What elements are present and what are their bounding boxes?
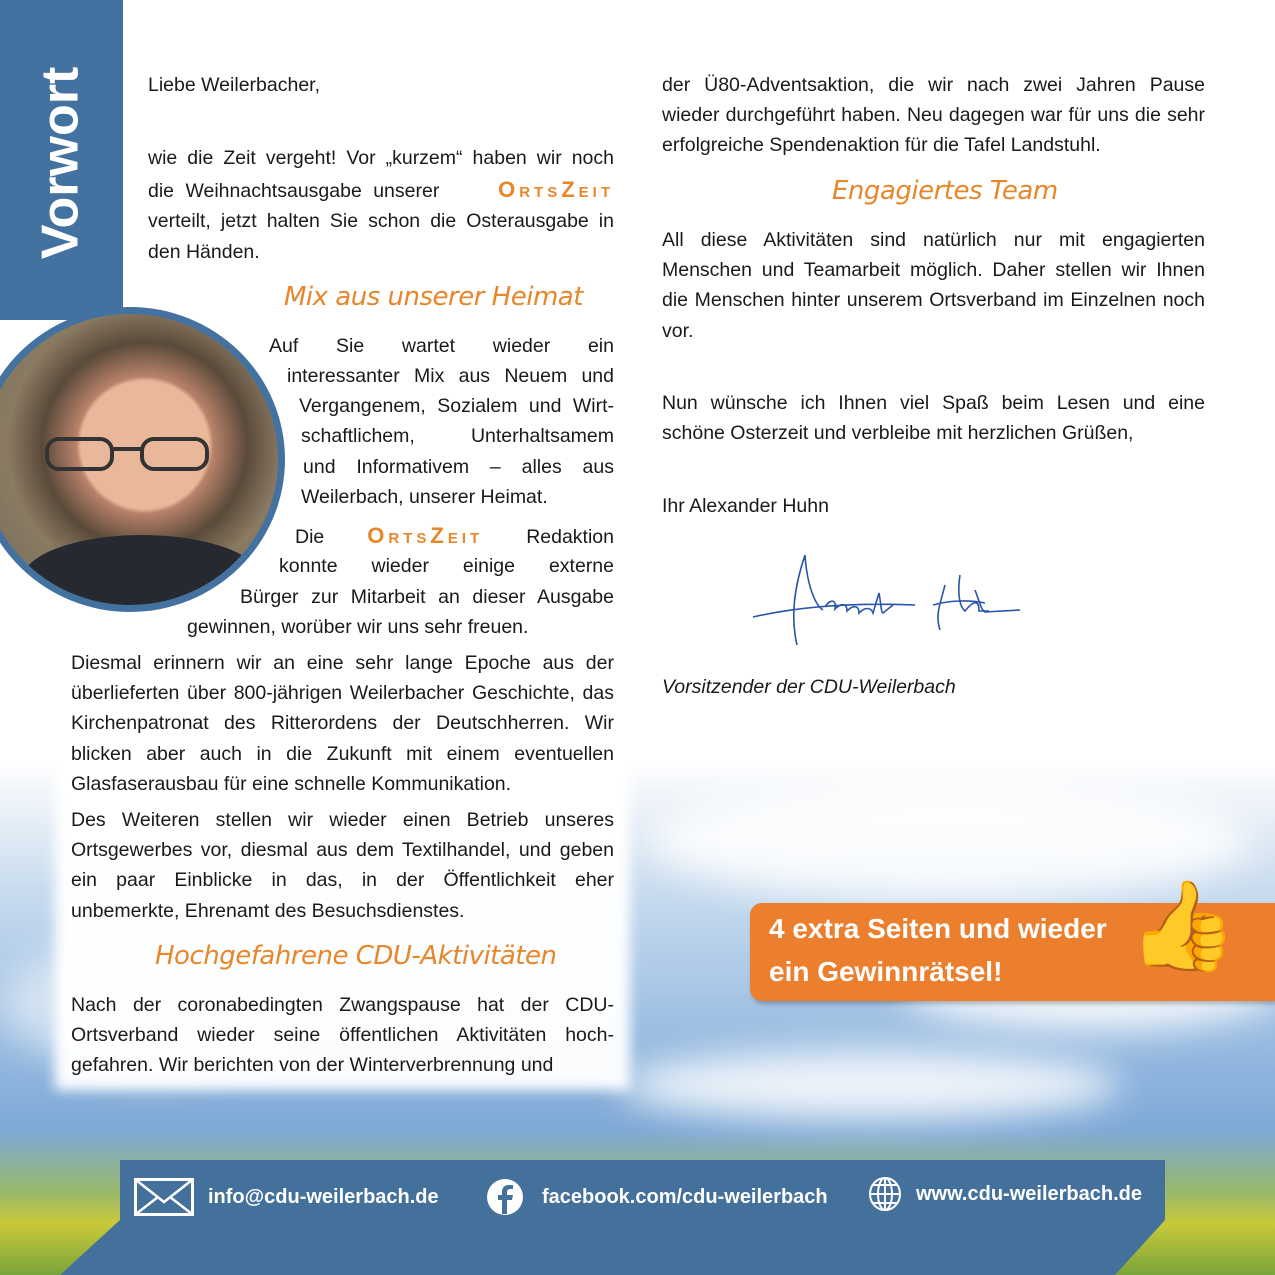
closing: Ihr Alexander Huhn <box>662 495 829 517</box>
text-line: die Weihnachtsausgabe unserer OrtsZeit <box>148 175 614 206</box>
heading-team: Engagiertes Team <box>832 176 1058 206</box>
footer-facebook[interactable]: facebook.com/cdu-weilerbach <box>486 1178 828 1216</box>
banner-line: 4 extra Seiten und wieder <box>769 913 1107 944</box>
facebook-icon <box>486 1178 524 1216</box>
footer-email[interactable]: info@cdu-weilerbach.de <box>134 1178 439 1216</box>
paragraph: All diese Aktivitäten sind natürlich nur mit engagierten Menschen und Teamarbeit möglich. Daher stellen wir Ihnen die Menschen hinter unserem Ortsverband im Einzelnen noch vor. <box>662 229 1205 342</box>
text-line: und Informativem – alles aus <box>303 456 614 478</box>
text-line: Auf Sie wartet wieder ein <box>269 335 614 357</box>
text-line: Die OrtsZeit Redaktion <box>295 521 614 552</box>
paragraph: Nach der coronabedingten Zwangspause hat der CDU-Ortsverband wieder seine öffentlichen Aktivitäten hoch-gefahren. Wir berichten von der Winterverbrennung und <box>71 994 614 1077</box>
signature <box>745 545 1035 655</box>
banner-line: ein Gewinnrätsel! <box>769 956 1003 987</box>
text-line: gewinnen, worüber wir uns sehr freuen. <box>187 616 529 638</box>
text-line: konnte wieder einige externe <box>279 555 614 577</box>
text-line: den Händen. <box>148 241 260 263</box>
text-line: interessanter Mix aus Neuem und <box>287 365 614 387</box>
text-line: Weilerbach, unserer Heimat. <box>301 486 548 508</box>
text-line: schaftlichem, Unterhaltsamem <box>301 425 614 447</box>
text-line: Bürger zur Mitarbeit an dieser Ausgabe <box>240 586 614 608</box>
heading-activities: Hochgefahrene CDU-Aktivitäten <box>155 941 557 971</box>
author-photo <box>0 307 285 612</box>
envelope-icon <box>134 1178 194 1216</box>
text-line: wie die Zeit vergeht! Vor „kurzem“ haben wir noch <box>148 147 614 169</box>
text-line: Vergangenem, Sozialem und Wirt- <box>299 395 614 417</box>
section-title: Vorwort <box>31 66 89 259</box>
paragraph: Des Weiteren stellen wir wieder einen Betrieb unseres Ortsgewerbes vor, diesmal aus dem Textilhandel, und geben ein paar Einblicke in das, in der Öffentlichkeit eher unbemerkte, Ehrenamt des Besuchsdienstes. <box>71 809 614 922</box>
ortszeit-logo: OrtsZeit <box>498 177 614 202</box>
paragraph: Diesmal erinnern wir an eine sehr lange Epoche aus der überlieferten über 800-jährigen Weilerbacher Geschichte, das Kirchenpatronat des Ritterordens der Deutschherren. Wir blicken aber auch in die Zukunft mit einem eventuellen Glasfaserausbau für eine schnelle Kommunikation. <box>71 652 614 795</box>
ortszeit-logo: OrtsZeit <box>367 523 484 548</box>
footer-website[interactable]: www.cdu-weilerbach.de <box>868 1176 1142 1212</box>
globe-icon <box>868 1176 902 1212</box>
paragraph: der Ü80-Adventsaktion, die wir nach zwei Jahren Pause wieder durchgeführt haben. Neu dagegen war für uns die sehr erfolgreiche Spendenaktion für die Tafel Landstuhl. <box>662 74 1205 157</box>
text-line: verteilt, jetzt halten Sie schon die Osterausgabe in <box>148 210 614 232</box>
greeting: Liebe Weilerbacher, <box>148 74 320 96</box>
paragraph: Nun wünsche ich Ihnen viel Spaß beim Lesen und eine schöne Osterzeit und verbleibe mit herzlichen Grüßen, <box>662 392 1205 445</box>
thumbs-up-icon: 👍 <box>1128 876 1238 975</box>
author-role: Vorsitzender der CDU-Weilerbach <box>662 676 956 698</box>
heading-mix: Mix aus unserer Heimat <box>284 282 583 312</box>
